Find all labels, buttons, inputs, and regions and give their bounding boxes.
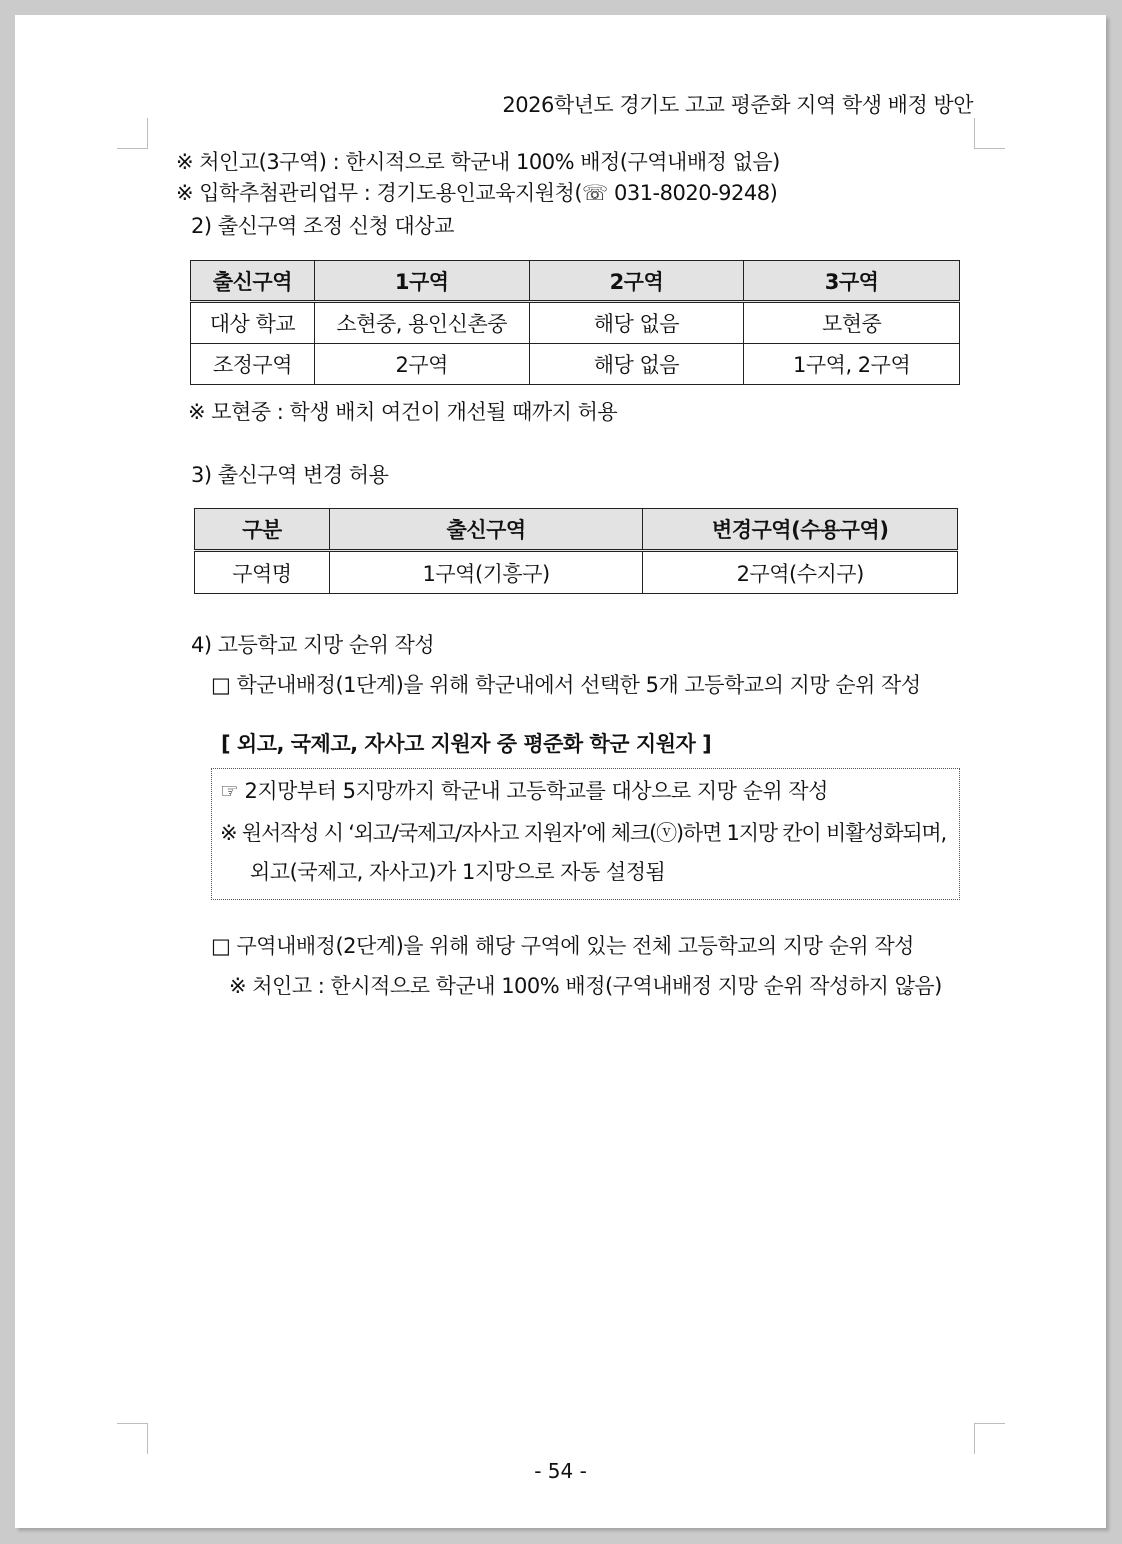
- section-2-heading: 2) 출신구역 조정 신청 대상교: [191, 214, 454, 238]
- table-cell: 2구역: [314, 344, 529, 385]
- table-header-cell: 1구역: [314, 261, 529, 302]
- table-cell: 1구역(기흥구): [329, 551, 643, 594]
- table-cell: 해당 없음: [529, 302, 744, 344]
- note-cheoin-high: ※ 처인고(3구역) : 한시적으로 학군내 100% 배정(구역내배정 없음): [176, 150, 780, 174]
- table-header-cell: 2구역: [529, 261, 744, 302]
- item-zone-internal-assignment: □ 구역내배정(2단계)을 위해 해당 구역에 있는 전체 고등학교의 지망 순위 작성: [211, 934, 914, 958]
- table-header-cell: 변경구역(수용구역): [643, 509, 958, 551]
- table-cell: 모현중: [744, 302, 960, 344]
- item-district-internal-assignment: □ 학군내배정(1단계)을 위해 학군내에서 선택한 5개 고등학교의 지망 순위 작성: [211, 673, 921, 697]
- section-4-heading: 4) 고등학교 지망 순위 작성: [191, 633, 435, 657]
- table-row: [191, 344, 960, 385]
- note-mohyeon-middle: ※ 모현중 : 학생 배치 여건이 개선될 때까지 허용: [188, 400, 618, 424]
- table-cell: 2구역(수지구): [643, 551, 958, 594]
- crop-mark-top-right: [974, 118, 1005, 149]
- table-cell: 조정구역: [191, 344, 315, 385]
- document-page: [15, 15, 1106, 1528]
- note-application-check: ※ 원서작성 시 ‘외고/국제고/자사고 지원자’에 체크(ⓥ)하면 1지망 칸이 비활성화되며,: [220, 821, 946, 845]
- section-3-heading: 3) 출신구역 변경 허용: [191, 463, 389, 487]
- page-number: - 54 -: [534, 1459, 587, 1483]
- running-header-title: 2026학년도 경기도 고교 평준화 지역 학생 배정 방안: [502, 93, 973, 117]
- note-auto-first-choice: 외고(국제고, 자사고)가 1지망으로 자동 설정됨: [250, 860, 666, 884]
- crop-mark-top-left: [117, 118, 148, 149]
- special-applicant-notebox: [211, 768, 960, 900]
- table-header-row: [195, 509, 958, 551]
- special-applicant-heading: [ 외고, 국제고, 자사고 지원자 중 평준화 학군 지원자 ]: [221, 732, 712, 756]
- note-admission-office: ※ 입학추첨관리업무 : 경기도용인교육지원청(☏ 031-8020-9248): [176, 181, 778, 205]
- crop-mark-bottom-left: [117, 1423, 148, 1454]
- table-cell: 대상 학교: [191, 302, 315, 344]
- table-header-cell: 출신구역: [329, 509, 643, 551]
- table-cell: 구역명: [195, 551, 330, 594]
- table-header-cell: 3구역: [744, 261, 960, 302]
- district-change-table: [194, 508, 958, 594]
- table-header-cell: 구분: [195, 509, 330, 551]
- note-cheoin-high-zone: ※ 처인고 : 한시적으로 학군내 100% 배정(구역내배정 지망 순위 작성하지 않음): [229, 974, 942, 998]
- note-preference-range: ☞ 2지망부터 5지망까지 학군내 고등학교를 대상으로 지망 순위 작성: [220, 779, 828, 803]
- table-row: [191, 302, 960, 344]
- table-cell: 1구역, 2구역: [744, 344, 960, 385]
- table-cell: 소현중, 용인신촌중: [314, 302, 529, 344]
- table-cell: 해당 없음: [529, 344, 744, 385]
- table-row: [195, 551, 958, 594]
- crop-mark-bottom-right: [974, 1423, 1005, 1454]
- adjustment-target-table: [190, 260, 960, 385]
- table-header-cell: 출신구역: [191, 261, 315, 302]
- table-header-row: [191, 261, 960, 302]
